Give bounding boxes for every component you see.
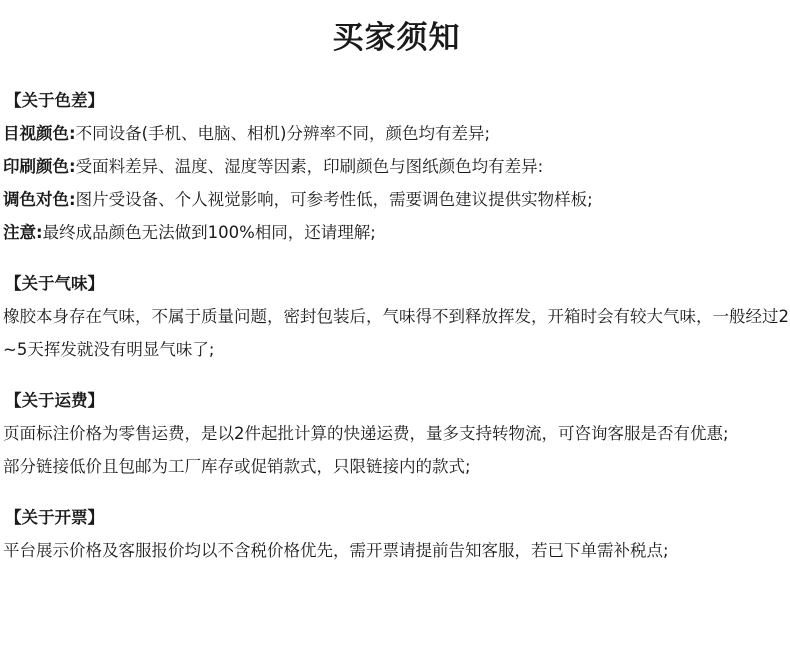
section-heading-invoice: 【关于开票】 bbox=[5, 508, 104, 527]
color-item-text: 受面料差异、温度、湿度等因素，印刷颜色与图纸颜色均有差异: bbox=[75, 157, 544, 176]
color-item-label: 目视颜色: bbox=[3, 124, 76, 143]
color-item-label: 调色对色: bbox=[3, 190, 76, 209]
invoice-paragraph: 平台展示价格及客服报价均以不含税价格优先，需开票请提前告知客服，若已下单需补税点; bbox=[3, 541, 669, 560]
color-item-text: 图片受设备、个人视觉影响，可参考性低，需要调色建议提供实物样板; bbox=[75, 190, 593, 209]
section-heading-smell: 【关于气味】 bbox=[5, 274, 104, 293]
shipping-paragraph-1: 页面标注价格为零售运费，是以2件起批计算的快递运费，量多支持转物流，可咨询客服是否有优惠; bbox=[3, 424, 729, 443]
color-item-matching bbox=[3, 183, 790, 216]
section-color-difference bbox=[3, 84, 790, 249]
color-item-note bbox=[3, 216, 790, 249]
color-item-label: 印刷颜色: bbox=[3, 157, 76, 176]
color-item-text: 不同设备(手机、电脑、相机)分辨率不同，颜色均有差异; bbox=[75, 124, 491, 143]
color-item-label: 注意: bbox=[3, 223, 43, 242]
smell-paragraph: 橡胶本身存在气味，不属于质量问题，密封包装后，气味得不到释放挥发，开箱时会有较大气味，一般经过2~5天挥发就没有明显气味了; bbox=[3, 307, 789, 359]
section-smell bbox=[3, 267, 790, 366]
color-item-text: 最终成品颜色无法做到100%相同，还请理解; bbox=[42, 223, 376, 242]
page-title: 买家须知 bbox=[332, 20, 461, 56]
color-item-print bbox=[3, 150, 790, 183]
section-heading-color: 【关于色差】 bbox=[5, 91, 104, 110]
color-item-visual bbox=[3, 117, 790, 150]
shipping-paragraph-2: 部分链接低价且包邮为工厂库存或促销款式，只限链接内的款式; bbox=[3, 457, 471, 476]
section-invoice bbox=[3, 501, 790, 567]
section-heading-shipping: 【关于运费】 bbox=[5, 391, 104, 410]
section-shipping bbox=[3, 384, 790, 483]
